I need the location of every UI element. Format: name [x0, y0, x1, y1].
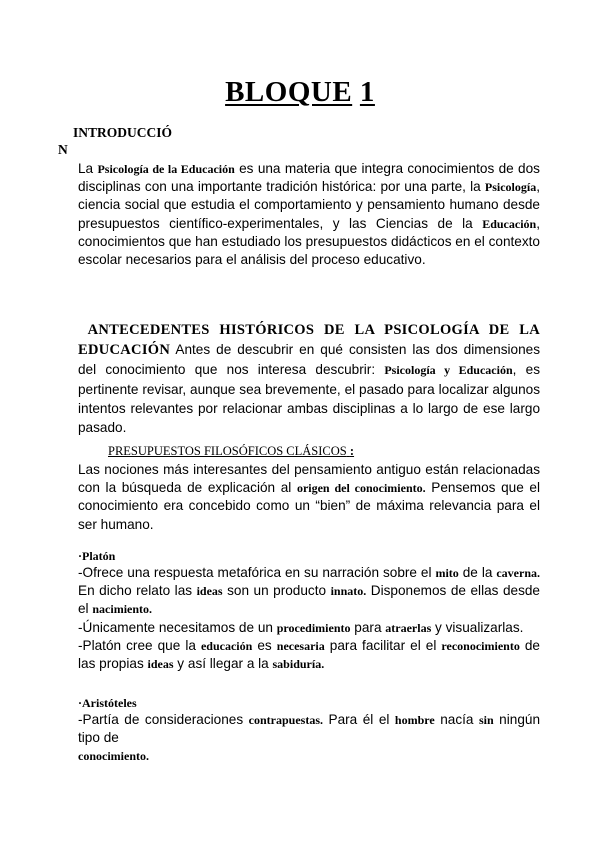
platon-l3-t5: y así llegar a la	[173, 656, 273, 672]
platon-l1-b1: mito	[435, 566, 459, 580]
intro-heading	[58, 124, 198, 158]
intro-paragraph	[78, 160, 540, 269]
platon-l3-b4: ideas	[147, 657, 174, 672]
title-word: BLOQUE	[225, 76, 353, 108]
presupuestos-colon: :	[349, 444, 355, 458]
aristoteles-b1: contrapuestas.	[248, 713, 324, 727]
platon-l1-b2: caverna.	[496, 566, 541, 580]
platon-l1-t1: -Ofrece una respuesta metafórica en su narración sobre el	[78, 565, 436, 580]
antecedentes-heading: ANTECEDENTES HISTÓRICOS DE LA PSICOLOGÍA DE LA EDUCACIÓN	[78, 322, 540, 358]
platon-l3-b1: educación	[200, 638, 253, 653]
presupuestos-paragraph	[78, 461, 540, 534]
platon-l3-b3: reconocimiento	[441, 638, 520, 653]
platon-l3-t1: -Platón cree que la	[78, 637, 201, 653]
platon-l3-t2: es	[252, 637, 277, 653]
platon-block	[78, 564, 540, 673]
platon-l1-b5: nacimiento.	[92, 602, 153, 617]
intro-heading-line1: INTRODUCCIÓ	[73, 125, 173, 140]
antecedentes-paragraph	[78, 320, 540, 437]
platon-l1-b3: ideas	[196, 584, 223, 599]
platon-line-2	[78, 619, 540, 637]
aristoteles-t4: ningún tipo de	[78, 712, 540, 746]
page-title	[0, 76, 600, 109]
intro-bold-1: Psicología de la Educación	[97, 162, 235, 176]
platon-l2-b1: procedimiento	[276, 620, 351, 635]
presupuestos-heading	[108, 444, 354, 459]
presupuestos-heading-text: PRESUPUESTOS FILOSÓFICOS CLÁSICOS	[108, 444, 347, 458]
platon-l2-t1: -Únicamente necesitamos de un	[78, 619, 277, 635]
presupuestos-text-1: Las nociones más interesantes del pensamiento antiguo están relacionadas con la búsqueda de explicación al	[78, 462, 540, 496]
aristoteles-b3: sin	[478, 713, 494, 727]
platon-heading: ·Platón	[78, 549, 116, 563]
intro-heading-line2: N	[58, 142, 68, 157]
title-number: 1	[359, 76, 375, 108]
intro-text-2: es una materia que integra conocimientos de dos disciplinas con una importante tradición histórica: por una parte, la	[78, 161, 540, 195]
aristoteles-block	[78, 711, 540, 766]
platon-l1-t5: Disponemos de ellas desde el	[78, 583, 540, 617]
aristoteles-t3: nacía	[434, 712, 479, 727]
presupuestos-bold-1: origen del conocimiento.	[296, 481, 426, 496]
platon-l3-b2: necesaria	[276, 638, 325, 653]
platon-l1-t4: son un producto	[222, 583, 331, 599]
intro-text-1: La	[78, 161, 98, 176]
platon-l2-t2: para	[350, 619, 386, 635]
aristoteles-t1: -Partía de consideraciones	[78, 712, 249, 727]
aristoteles-t2: Para él el	[323, 712, 395, 727]
platon-l2-t3: y visualizarlas.	[431, 619, 524, 635]
platon-l1-t2: de la	[458, 565, 497, 580]
presupuestos-text-2: Pensemos que el conocimiento era concebido como un “bien” de máxima relevancia para el ser humano.	[78, 480, 540, 532]
aristoteles-b2: hombre	[394, 713, 435, 727]
aristoteles-b4: conocimiento.	[78, 749, 149, 764]
aristoteles-heading: ·Aristóteles	[78, 696, 137, 710]
platon-line-3	[78, 637, 540, 673]
intro-bold-3: Educación	[482, 216, 537, 231]
platon-l3-t3: para facilitar el el	[324, 637, 442, 653]
platon-l1-t3: En dicho relato las	[78, 583, 197, 599]
intro-bold-2: Psicología	[484, 180, 537, 195]
platon-l3-b5: sabiduría.	[272, 657, 325, 672]
antecedentes-text-1: Antes de descubrir en qué consisten las dos dimensiones del conocimiento que nos interesa descubrir:	[78, 342, 540, 377]
platon-l1-b4: innato.	[330, 584, 367, 599]
antecedentes-bold-1: Psicología y Educación	[384, 363, 513, 377]
intro-text-3: , ciencia social que estudia el comportamiento y pensamiento humano desde presupuestos científico-experimentales, y las Ciencias de la	[78, 179, 540, 231]
antecedentes-text-2: , es pertinente revisar, aunque sea brevemente, el pasado para localizar algunos intentos relevantes por relacionar ambas disciplinas a lo largo de ese largo pasado.	[78, 362, 541, 435]
platon-line-1	[78, 564, 540, 619]
platon-l3-t4: de las propias	[78, 637, 540, 672]
platon-l2-b2: atraerlas	[385, 620, 432, 635]
intro-text-4: , conocimientos que han estudiado los presupuestos didácticos en el contexto escolar necesarios para el análisis del proceso educativo.	[78, 215, 540, 268]
